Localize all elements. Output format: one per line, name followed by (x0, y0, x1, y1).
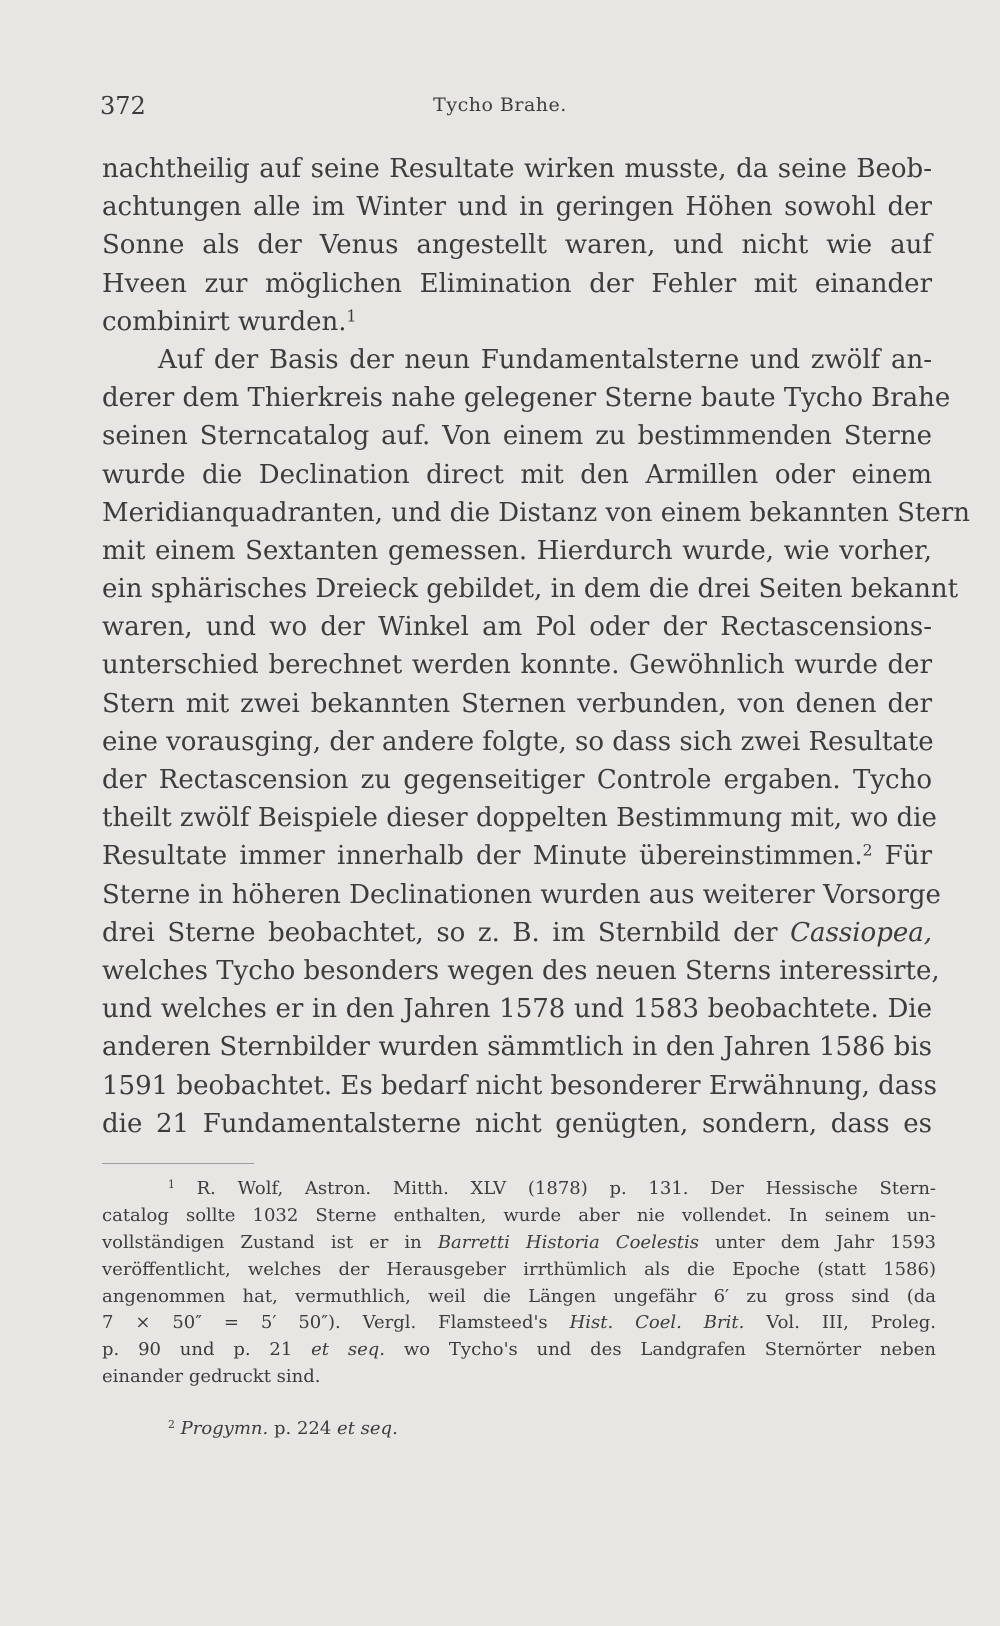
footnote-divider (102, 1163, 254, 1164)
text-fragment: 7 × 50″ = 5′ 50″). Vergl. Flamsteed's (102, 1312, 548, 1334)
footnote-1-line (102, 1176, 936, 1203)
text-line: theilt zwölf Beispiele dieser doppelten Bestimmung mit, wo die (102, 803, 937, 834)
footnote-1-line (102, 1337, 936, 1364)
text-line: Stern mit zwei bekannten Sternen verbunden, von denen der (102, 688, 932, 719)
text-line: welches Tycho besonders wegen des neuen Sterns interessirte, (102, 955, 940, 986)
page-header (100, 92, 900, 126)
text-line: derer dem Thierkreis nahe gelegener Sterne baute Tycho Brahe (102, 383, 951, 414)
footnote-ref: 2 (862, 841, 873, 860)
text-fragment: Resultate immer innerhalb der Minute übereinstimmen. (102, 841, 863, 872)
footnote-1-line: catalog sollte 1032 Sterne enthalten, wurde aber nie vollendet. In seinem un- (102, 1204, 936, 1226)
text-line: nachtheilig auf seine Resultate wirken musste, da seine Beob- (102, 154, 932, 184)
text-line: waren, und wo der Winkel am Pol oder der Rectascensions- (102, 612, 932, 643)
footnote-1-line: angenommen hat, vermuthlich, weil die Längen ungefähr 6′ zu gross sind (da (102, 1285, 936, 1307)
footnote-1-line: einander gedruckt sind. (102, 1366, 321, 1388)
text-line: seinen Sterncatalog auf. Von einem zu bestimmenden Sterne (102, 421, 932, 452)
text-line: eine vorausging, der andere folgte, so dass sich zwei Resultate (102, 726, 934, 757)
text-line: mit einem Sextanten gemessen. Hierdurch wurde, wie vorher, (102, 535, 932, 566)
text-fragment: combinirt wurden. (102, 306, 347, 337)
text-line: Hveen zur möglichen Elimination der Fehler mit einander (102, 268, 932, 299)
text-fragment: unter dem Jahr 1593 (715, 1231, 936, 1253)
italic-abbrev: et seq. (311, 1339, 386, 1361)
text-fragment: R. Wolf, Astron. Mitth. XLV (1878) p. 131. Der Hessische Stern- (196, 1178, 936, 1199)
text-line: 1591 beobachtet. Es bedarf nicht besonderer Erwähnung, dass (102, 1070, 937, 1101)
main-text (102, 150, 970, 1143)
text-fragment: wo Tycho's und des Landgrafen Sternörter neben (403, 1339, 936, 1361)
footnote-marker: 1 (168, 1178, 175, 1192)
text-line: achtungen alle im Winter und in geringen Höhen sowohl der (102, 192, 932, 223)
italic-title: Barretti Historia Coelestis (437, 1231, 699, 1253)
text-line: die 21 Fundamentalsterne nicht genügten, sondern, dass es (102, 1108, 932, 1139)
text-line: Meridianquadranten, und die Distanz von einem bekannten Stern (102, 497, 970, 528)
text-fragment: vollständigen Zustand ist er in (102, 1231, 422, 1253)
text-line: und welches er in den Jahren 1578 und 1583 beobachtete. Die (102, 994, 932, 1025)
footnote-ref: 1 (346, 307, 357, 326)
italic-title: Hist. Coel. Brit. (569, 1312, 745, 1334)
text-line: Auf der Basis der neun Fundamentalsterne und zwölf an- (158, 344, 932, 375)
italic-title: Progymn. (180, 1418, 269, 1439)
text-fragment: p. 224 (273, 1418, 332, 1439)
text-fragment: Für (884, 841, 932, 872)
text-line: der Rectascension zu gegenseitiger Controle ergaben. Tycho (102, 765, 932, 795)
text-line (102, 837, 932, 875)
text-fragment: p. 90 und p. 21 (102, 1339, 293, 1361)
footnotes (102, 1176, 936, 1391)
footnote-marker: 2 (168, 1418, 175, 1432)
text-line: wurde die Declination direct mit den Armillen oder einem (102, 459, 932, 490)
italic-abbrev: et seq. (337, 1418, 398, 1439)
text-line: anderen Sternbilder wurden sämmtlich in den Jahren 1586 bis (102, 1032, 932, 1063)
footnote-1-line (102, 1230, 936, 1257)
text-fragment: drei Sterne beobachtet, so z. B. im Sternbild der (102, 917, 778, 948)
text-line: Sterne in höheren Declinationen wurden aus weiterer Vorsorge (102, 879, 941, 910)
text-line: ein sphärisches Dreieck gebildet, in dem die drei Seiten bekannt (102, 574, 959, 605)
footnote-1-line (102, 1310, 936, 1337)
text-line: Sonne als der Venus angestellt waren, und nicht wie auf (102, 230, 932, 261)
text-line (102, 914, 932, 952)
text-line: unterschied berechnet werden konnte. Gewöhnlich wurde der (102, 650, 932, 681)
page-number: 372 (100, 92, 146, 120)
text-fragment: Vol. III, Proleg. (766, 1312, 936, 1334)
footnote-1-line: veröffentlicht, welches der Herausgeber irrthümlich als die Epoche (statt 1586) (102, 1258, 936, 1280)
footnote-2 (168, 1415, 398, 1442)
italic-term: Cassiopea, (790, 917, 933, 948)
running-title: Tycho Brahe. (433, 94, 567, 116)
text-line (102, 303, 932, 341)
